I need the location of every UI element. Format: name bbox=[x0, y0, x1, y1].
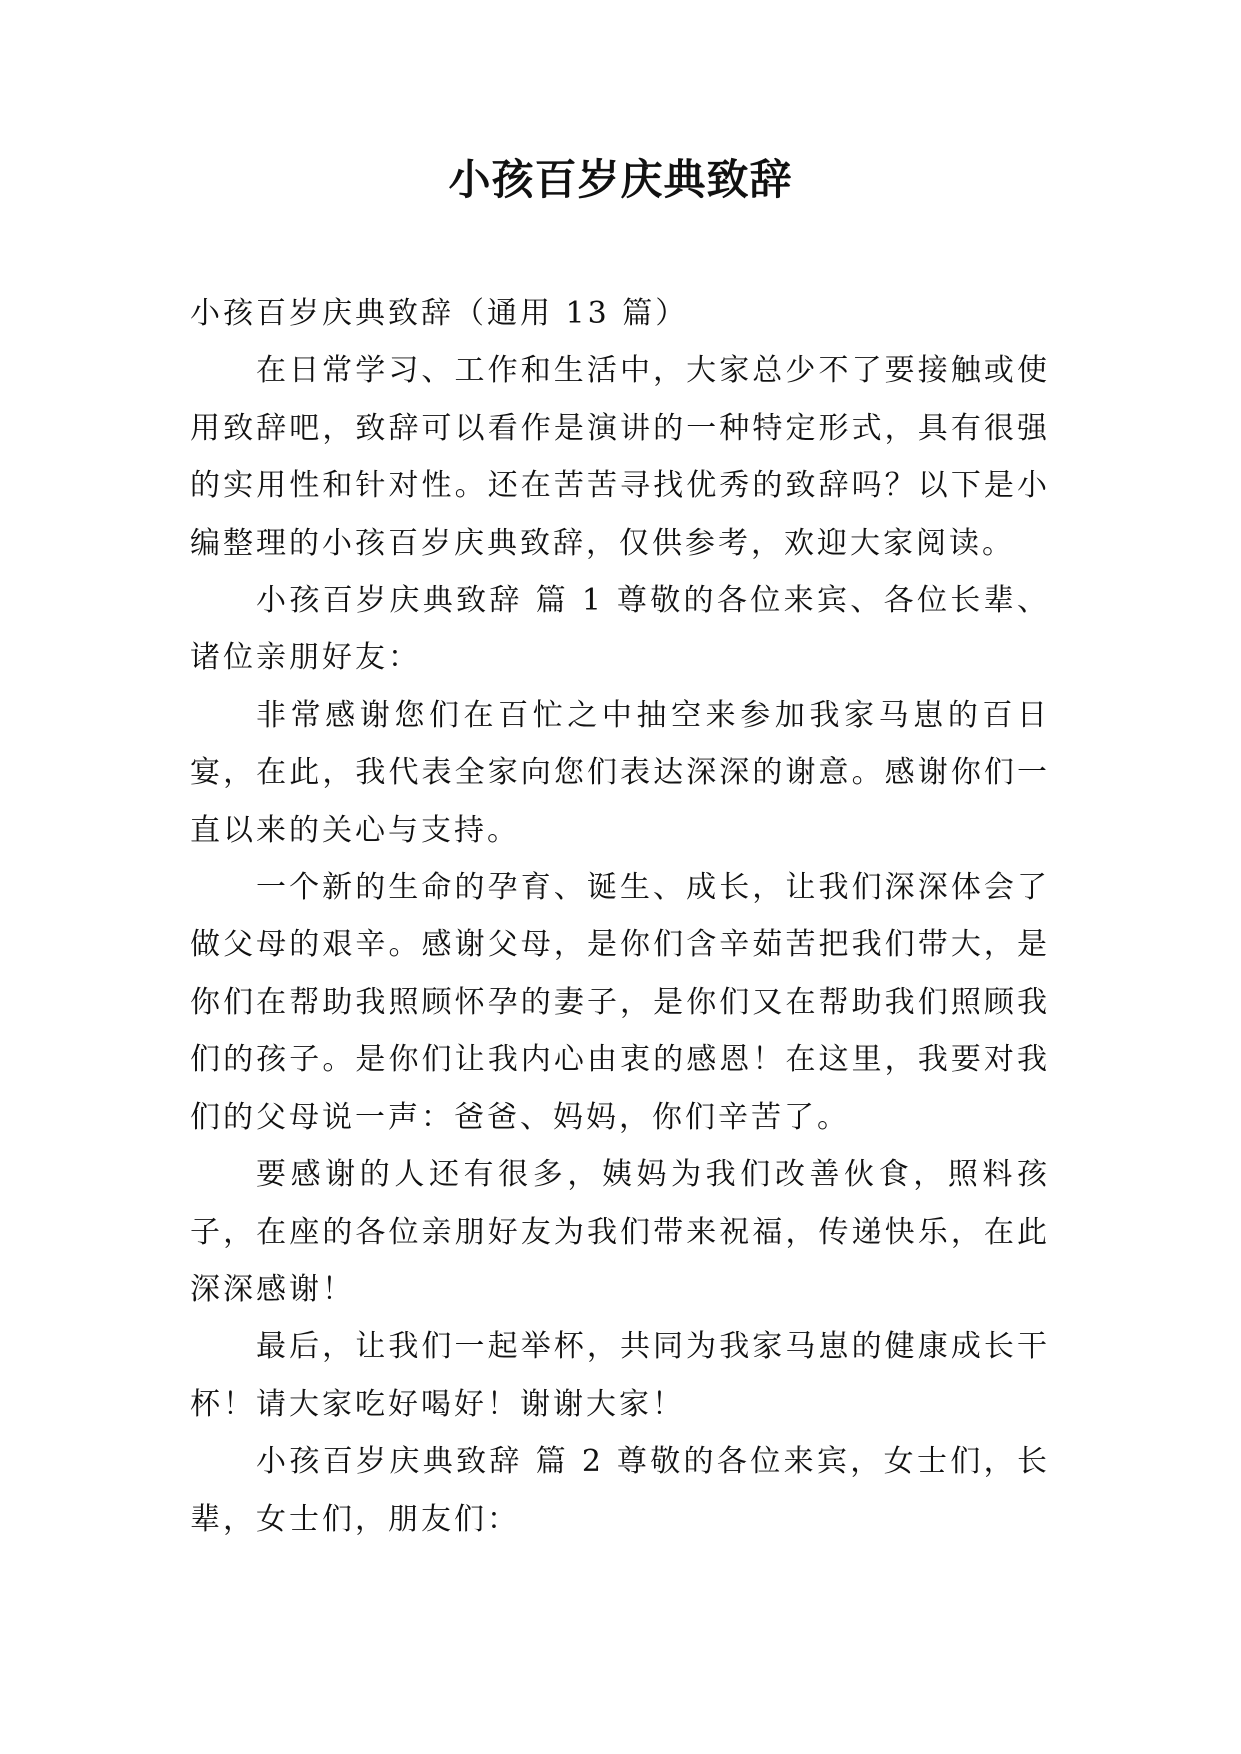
subtitle-paragraph: 小孩百岁庆典致辞（通用 13 篇） bbox=[190, 296, 689, 331]
document-body bbox=[190, 285, 1050, 1548]
speech-1-others-paragraph: 要感谢的人还有很多，姨妈为我们改善伙食，照料孩子，在座的各位亲朋好友为我们带来祝福，传递快乐，在此深深感谢！ bbox=[190, 1157, 1050, 1307]
speech-1-closing-paragraph: 最后，让我们一起举杯，共同为我家马崽的健康成长干杯！请大家吃好喝好！谢谢大家！ bbox=[190, 1329, 1050, 1422]
speech-2-heading-paragraph: 小孩百岁庆典致辞 篇 2 尊敬的各位来宾，女士们，长辈，女士们，朋友们： bbox=[190, 1444, 1050, 1537]
speech-1-parents-paragraph: 一个新的生命的孕育、诞生、成长，让我们深深体会了做父母的艰辛。感谢父母，是你们含辛茹苦把我们带大，是你们在帮助我照顾怀孕的妻子，是你们又在帮助我们照顾我们的孩子。是你们让我内心由衷的感恩！在这里，我要对我们的父母说一声：爸爸、妈妈，你们辛苦了。 bbox=[190, 870, 1050, 1135]
document-title: 小孩百岁庆典致辞 bbox=[448, 155, 793, 204]
speech-1-heading-paragraph: 小孩百岁庆典致辞 篇 1 尊敬的各位来宾、各位长辈、诸位亲朋好友： bbox=[190, 583, 1050, 676]
intro-paragraph: 在日常学习、工作和生活中，大家总少不了要接触或使用致辞吧，致辞可以看作是演讲的一种特定形式，具有很强的实用性和针对性。还在苦苦寻找优秀的致辞吗？以下是小编整理的小孩百岁庆典致辞，仅供参考，欢迎大家阅读。 bbox=[190, 353, 1050, 561]
speech-1-thanks-paragraph: 非常感谢您们在百忙之中抽空来参加我家马崽的百日宴，在此，我代表全家向您们表达深深的谢意。感谢你们一直以来的关心与支持。 bbox=[190, 697, 1050, 848]
